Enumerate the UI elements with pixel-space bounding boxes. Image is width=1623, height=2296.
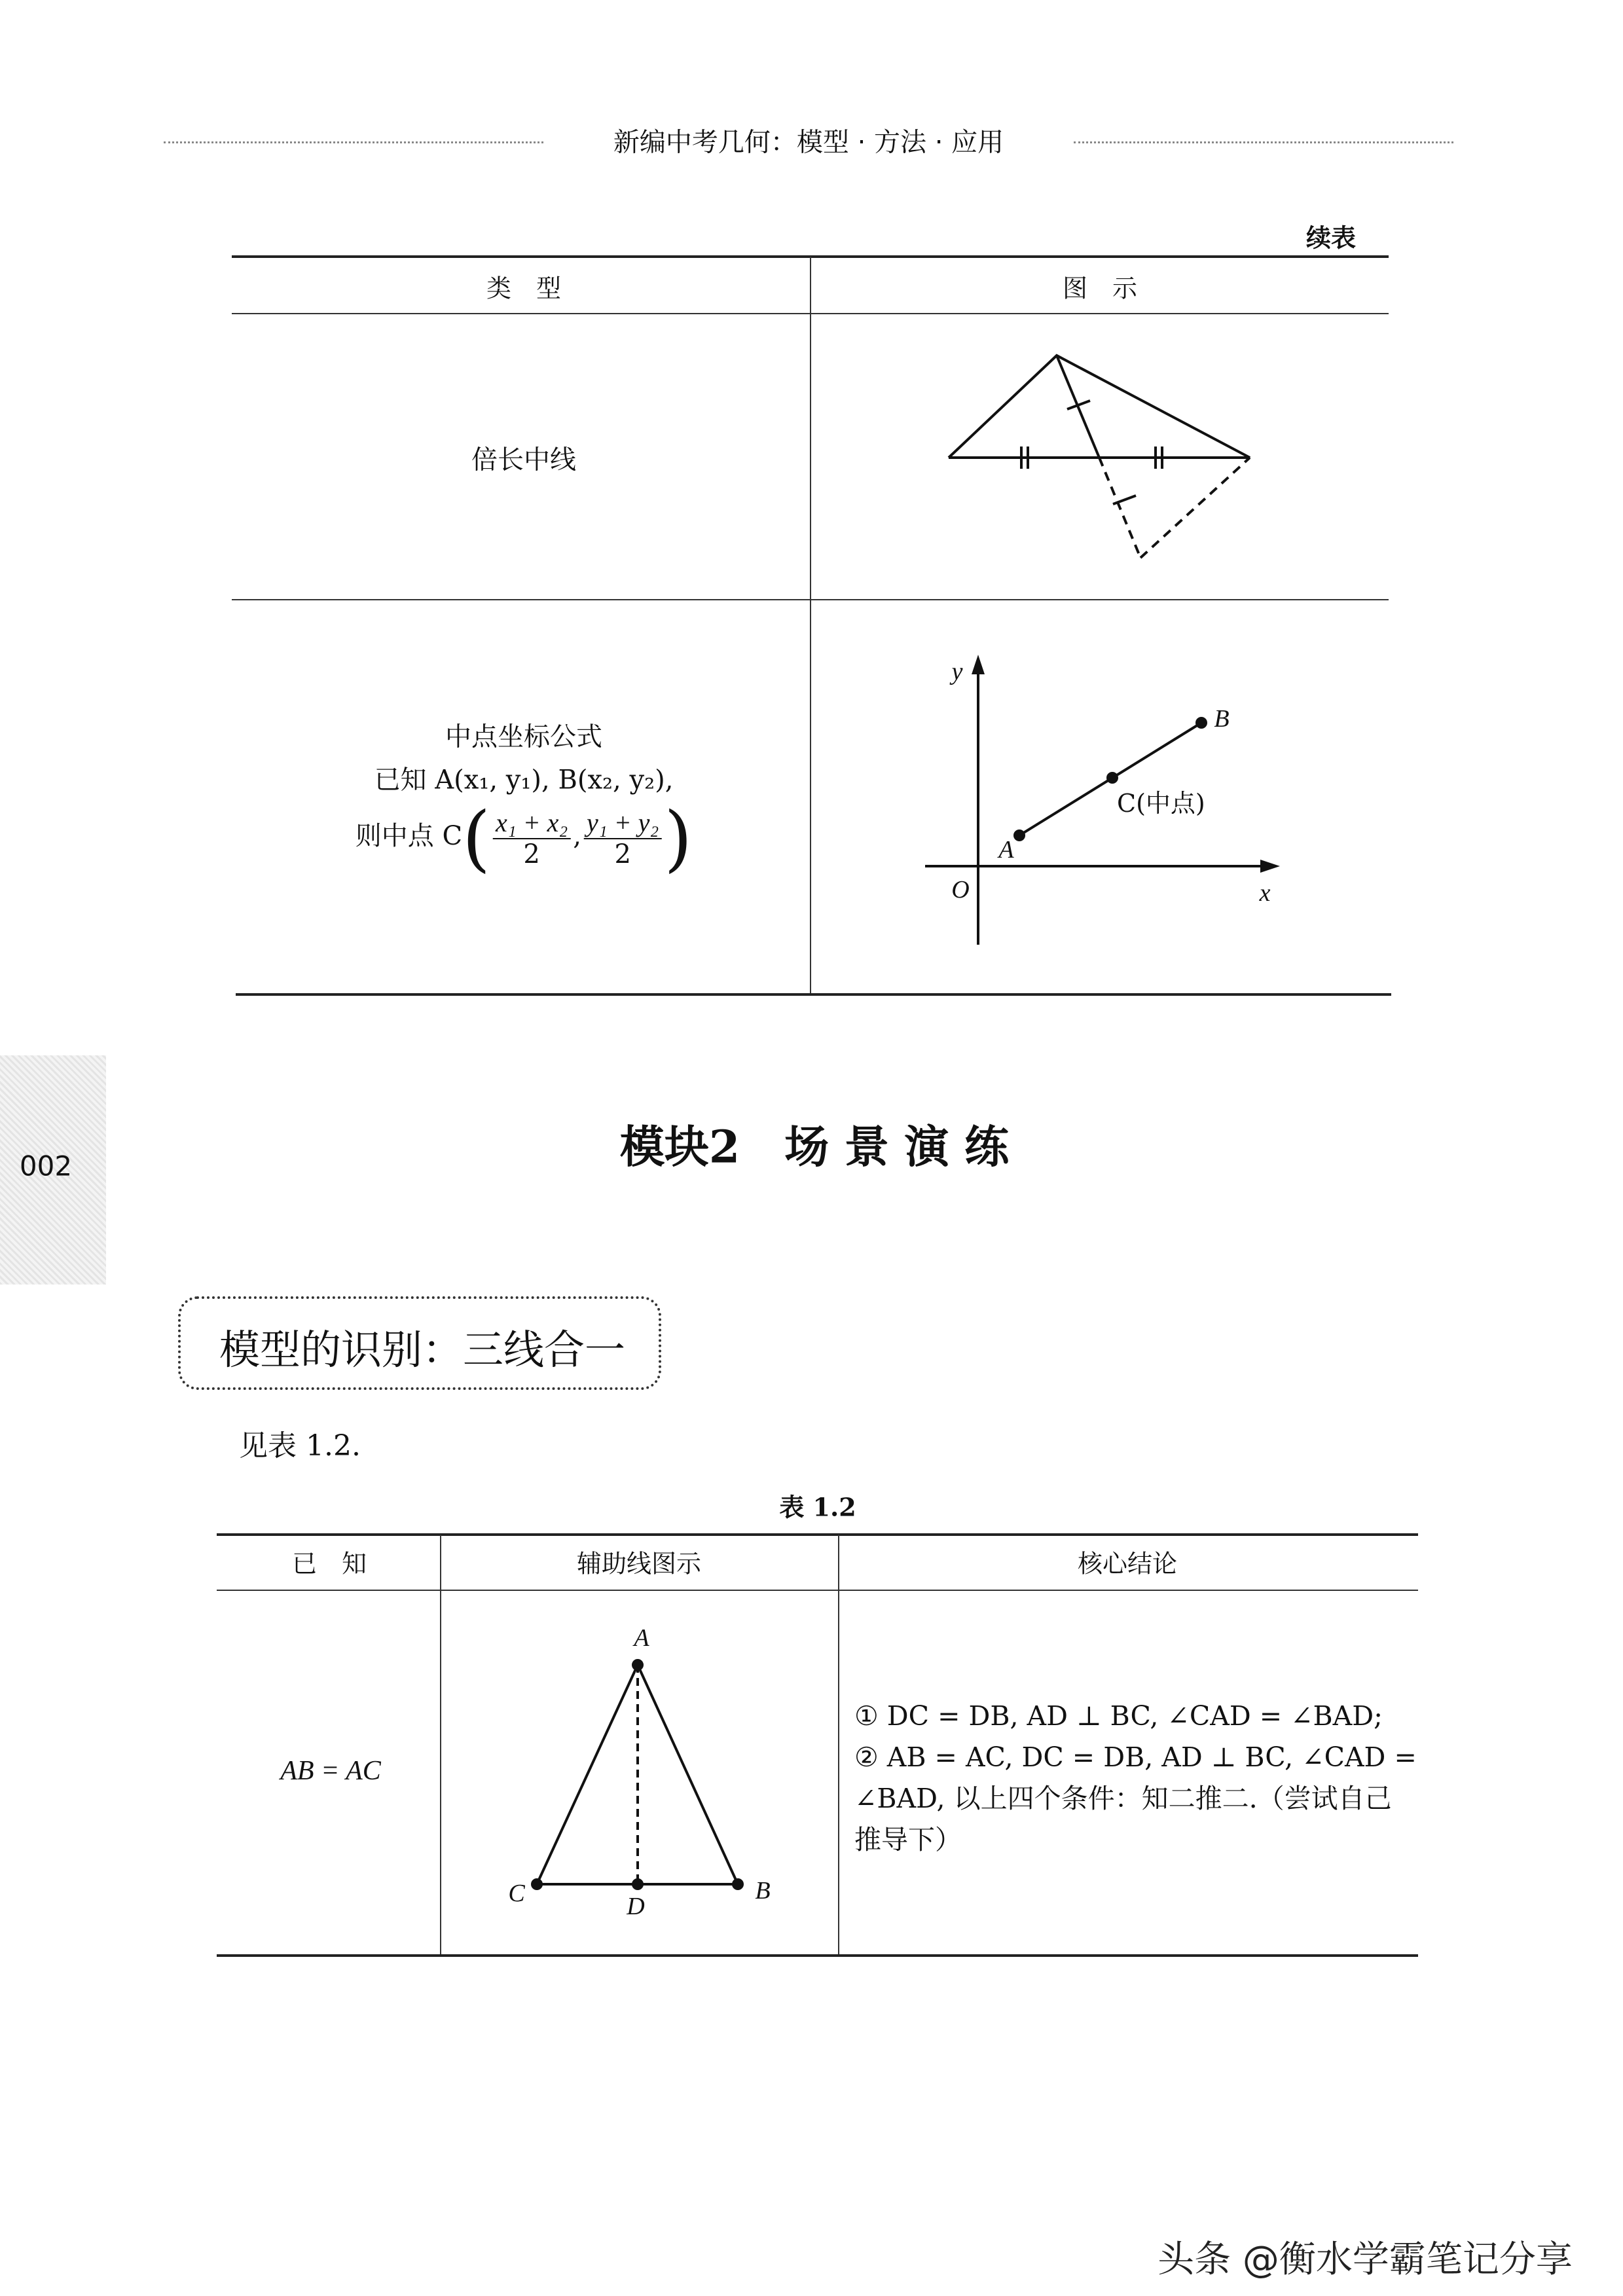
formula-prefix: 则中点 C xyxy=(355,821,463,851)
point-c xyxy=(1108,773,1117,782)
section-title: 模块2 场 景 演 练 xyxy=(619,1121,1010,1174)
table2-header-conclusion: 核心结论 xyxy=(1077,1549,1178,1578)
continued-label: 续表 xyxy=(1305,223,1357,253)
frac2-numerator: y₁ + y₂ xyxy=(584,807,661,839)
midpoint-formula: 则中点 C( $\frac{\text{x₁ + x₂}}{2}$ , $\frac{\text{y₁ + y₂}}{2}$ ) xyxy=(355,796,693,880)
vertex-b xyxy=(733,1880,742,1889)
point-a-label: A xyxy=(998,836,1014,864)
model-title: 模型的识别：三线合一 xyxy=(219,1326,626,1374)
point-b-label: B xyxy=(1214,705,1230,733)
x-axis-label: x xyxy=(1259,879,1271,907)
page-number: 002 xyxy=(19,1150,73,1182)
header-title: 新编中考几何：模型 · 方法 · 应用 xyxy=(600,122,1017,159)
isosceles-triangle-diagram xyxy=(0,1571,851,1964)
vertex-a xyxy=(633,1660,642,1669)
watermark: 头条 @衡水学霸笔记分享 xyxy=(1158,2238,1573,2281)
type-double-median: 倍长中线 xyxy=(471,445,576,475)
x-axis-arrow xyxy=(1260,860,1280,873)
known-condition: AB = AC xyxy=(280,1756,381,1786)
vertex-c xyxy=(532,1880,541,1889)
point-b xyxy=(1197,718,1206,727)
see-table-text: 见表 1.2. xyxy=(239,1429,361,1463)
label-c: C xyxy=(508,1880,525,1907)
table2-header-known: 已 知 xyxy=(291,1549,367,1578)
point-a xyxy=(1015,831,1024,840)
y-axis-label: y xyxy=(951,658,963,685)
core-conclusion xyxy=(854,1696,1417,1861)
coordinate-diagram xyxy=(0,0,1623,1048)
y-axis-arrow xyxy=(972,655,985,674)
type-midpoint-formula: 中点坐标公式 xyxy=(445,721,602,752)
midpoint-given: 已知 A(x₁, y₁), B(x₂, y₂), xyxy=(374,765,674,795)
table1-header-figure: 图 示 xyxy=(1062,274,1138,303)
table2-header-diagram: 辅助线图示 xyxy=(576,1549,702,1578)
conclusion-line: 推导下） xyxy=(854,1824,962,1855)
table1-header-type: 类 型 xyxy=(486,274,562,303)
conclusion-line: ② AB = AC, DC = DB, AD ⊥ BC, ∠CAD = xyxy=(854,1741,1417,1773)
label-b: B xyxy=(755,1877,771,1904)
frac2-denominator: 2 xyxy=(614,839,631,869)
table2-caption: 表 1.2 xyxy=(779,1492,856,1522)
conclusion-line: ① DC = DB, AD ⊥ BC, ∠CAD = ∠BAD; xyxy=(854,1700,1383,1732)
origin-label: O xyxy=(951,876,970,903)
label-a: A xyxy=(634,1624,649,1652)
point-c-label: C(中点) xyxy=(1117,789,1205,818)
point-d xyxy=(633,1880,642,1889)
label-d: D xyxy=(627,1893,645,1920)
conclusion-line: ∠BAD, 以上四个条件：知二推二.（尝试自己 xyxy=(854,1783,1392,1814)
frac1-numerator: x₁ + x₂ xyxy=(493,807,570,839)
table2-top-rule xyxy=(217,1533,1418,1536)
frac1-denominator: 2 xyxy=(523,839,540,869)
